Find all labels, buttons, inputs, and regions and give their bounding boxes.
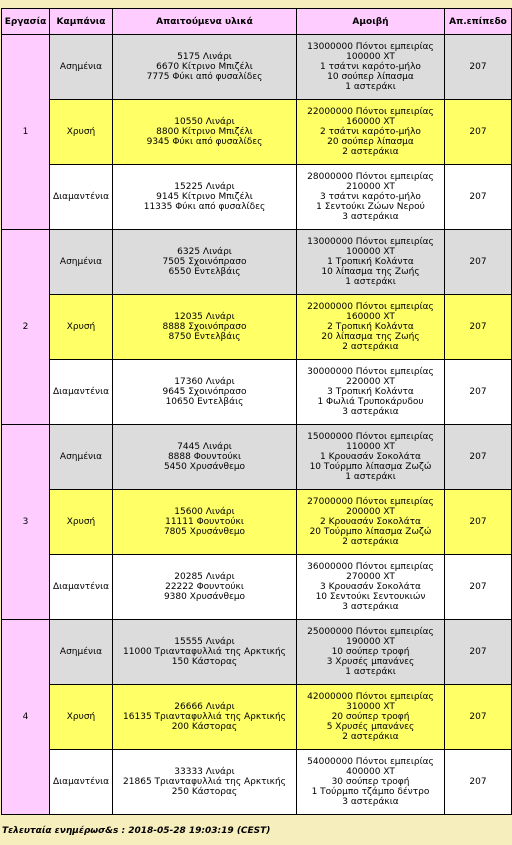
reward-line: 210000 XT: [346, 182, 395, 192]
campaign-cell: Ασημένια: [50, 425, 113, 490]
level-cell: 207: [445, 555, 512, 620]
reward-line: 220000 XT: [346, 377, 395, 387]
reward-line: 100000 XT: [346, 52, 395, 62]
header-materials: Απαιτούμενα υλικά: [113, 9, 297, 35]
material-line: 15555 Λινάρι: [174, 637, 235, 647]
table-row: [2, 555, 512, 620]
material-line: 16135 Τριανταφυλλιά της Αρκτικής: [123, 712, 286, 722]
reward-line: 1 αστεράκι: [345, 667, 396, 677]
material-line: 15225 Λινάρι: [174, 182, 235, 192]
header-campaign: Καμπάνια: [50, 9, 113, 35]
reward-line: 1 Τούρμπο τζάμπο δέντρο: [311, 787, 430, 797]
reward-line: 3 αστεράκια: [342, 797, 399, 807]
reward-line: 2 Τροπική Κολάντα: [327, 322, 414, 332]
reward-line: 54000000 Πόντοι εμπειρίας: [307, 757, 434, 767]
reward-line: 2 αστεράκια: [342, 537, 399, 547]
reward-line: 10 σούπερ λίπασμα: [327, 72, 414, 82]
reward-line: 13000000 Πόντοι εμπειρίας: [307, 42, 434, 52]
header-reward: Αμοιβή: [297, 9, 445, 35]
material-line: 11000 Τριανταφυλλιά της Αρκτικής: [123, 647, 286, 657]
table-body: [2, 35, 512, 815]
level-cell: 207: [445, 685, 512, 750]
header-level: Απ.επίπεδο: [445, 9, 512, 35]
materials-cell: [113, 230, 297, 295]
material-line: 7505 Σχοινόπρασο: [162, 257, 247, 267]
materials-cell: [113, 425, 297, 490]
header-task: Εργασία: [2, 9, 50, 35]
material-line: 33333 Λινάρι: [174, 767, 235, 777]
material-line: 9345 Φύκι από φυσαλίδες: [146, 137, 263, 147]
material-line: 9380 Χρυσάνθεμο: [163, 592, 246, 602]
materials-cell: [113, 555, 297, 620]
reward-line: 1 αστεράκι: [345, 472, 396, 482]
reward-line: 1 τσάτνι καρότο-μήλο: [320, 62, 421, 72]
reward-line: 100000 XT: [346, 247, 395, 257]
task-number: 1: [2, 35, 50, 230]
reward-line: 3 αστεράκια: [342, 602, 399, 612]
task-number: 2: [2, 230, 50, 425]
material-line: 20285 Λινάρι: [174, 572, 235, 582]
level-cell: 207: [445, 295, 512, 360]
reward-line: 110000 XT: [346, 442, 395, 452]
reward-cell: [297, 295, 445, 360]
table-row: [2, 100, 512, 165]
tasks-table: [1, 8, 512, 815]
material-line: 5450 Χρυσάνθεμο: [163, 462, 246, 472]
material-line: 9645 Σχοινόπρασο: [162, 387, 247, 397]
material-line: 7805 Χρυσάνθεμο: [163, 527, 246, 537]
reward-cell: [297, 230, 445, 295]
materials-cell: [113, 35, 297, 100]
reward-line: 1 Σεντούκι Ζώων Νερού: [316, 202, 425, 212]
reward-cell: [297, 425, 445, 490]
reward-line: 42000000 Πόντοι εμπειρίας: [307, 692, 434, 702]
reward-line: 22000000 Πόντοι εμπειρίας: [307, 107, 434, 117]
reward-line: 1 Κρουασάν Σοκολάτα: [320, 452, 421, 462]
material-line: 5175 Λινάρι: [177, 52, 232, 62]
campaign-cell: Διαμαντένια: [50, 555, 113, 620]
reward-line: 2 Κρουασάν Σοκολάτα: [320, 517, 421, 527]
reward-line: 1 αστεράκι: [345, 82, 396, 92]
reward-cell: [297, 620, 445, 685]
table-row: [2, 35, 512, 100]
reward-line: 36000000 Πόντοι εμπειρίας: [307, 562, 434, 572]
material-line: 10650 Εντελβάις: [165, 397, 244, 407]
level-cell: 207: [445, 165, 512, 230]
materials-cell: [113, 165, 297, 230]
campaign-cell: Διαμαντένια: [50, 750, 113, 815]
reward-line: 190000 XT: [346, 637, 395, 647]
materials-cell: [113, 100, 297, 165]
reward-line: 2 αστεράκια: [342, 732, 399, 742]
reward-cell: [297, 750, 445, 815]
campaign-cell: Διαμαντένια: [50, 165, 113, 230]
reward-line: 30 σούπερ τροφή: [331, 777, 410, 787]
reward-line: 3 αστεράκια: [342, 407, 399, 417]
table-row: [2, 295, 512, 360]
campaign-cell: Χρυσή: [50, 295, 113, 360]
reward-line: 25000000 Πόντοι εμπειρίας: [307, 627, 434, 637]
materials-cell: [113, 490, 297, 555]
reward-line: 1 Φωλιά Τρυποκάρυδου: [317, 397, 424, 407]
material-line: 8888 Σχοινόπρασο: [162, 322, 247, 332]
reward-line: 20 σούπερ λίπασμα: [327, 137, 414, 147]
reward-line: 400000 XT: [346, 767, 395, 777]
material-line: 22222 Φουντούκι: [165, 582, 244, 592]
campaign-cell: Ασημένια: [50, 35, 113, 100]
table-row: [2, 230, 512, 295]
material-line: 12035 Λινάρι: [174, 312, 235, 322]
material-line: 250 Κάστορας: [171, 787, 238, 797]
last-update-text: Τελευταία ενημέρωσ&s : 2018-05-28 19:03:19 (CEST): [2, 826, 271, 836]
campaign-cell: Ασημένια: [50, 230, 113, 295]
reward-line: 3 αστεράκια: [342, 212, 399, 222]
task-number: 4: [2, 620, 50, 815]
level-cell: 207: [445, 360, 512, 425]
reward-line: 2 αστεράκια: [342, 342, 399, 352]
reward-line: 270000 XT: [346, 572, 395, 582]
reward-line: 3 Κρουασάν Σοκολάτα: [320, 582, 421, 592]
table-row: [2, 750, 512, 815]
table-row: [2, 425, 512, 490]
reward-cell: [297, 165, 445, 230]
reward-cell: [297, 685, 445, 750]
reward-cell: [297, 555, 445, 620]
reward-line: 10 λίπασμα της Ζωής: [321, 267, 420, 277]
materials-cell: [113, 750, 297, 815]
material-line: 8888 Φουντούκι: [167, 452, 242, 462]
reward-line: 10 Σεντούκι Σεντουκιών: [315, 592, 426, 602]
reward-line: 310000 XT: [346, 702, 395, 712]
reward-line: 1 αστεράκι: [345, 277, 396, 287]
campaign-cell: Χρυσή: [50, 490, 113, 555]
material-line: 200 Κάστορας: [171, 722, 238, 732]
material-line: 6325 Λινάρι: [177, 247, 232, 257]
reward-line: 2 τσάτνι καρότο-μήλο: [320, 127, 421, 137]
table-row: [2, 685, 512, 750]
material-line: 150 Κάστορας: [171, 657, 238, 667]
reward-line: 2 αστεράκια: [342, 147, 399, 157]
level-cell: 207: [445, 750, 512, 815]
materials-cell: [113, 360, 297, 425]
reward-line: 20 Τούρμπο λίπασμα Ζωζώ: [309, 527, 432, 537]
reward-line: 3 τσάτνι καρότο-μήλο: [320, 192, 421, 202]
level-cell: 207: [445, 620, 512, 685]
reward-line: 10 Τούρμπο λίπασμα Ζωζώ: [309, 462, 432, 472]
level-cell: 207: [445, 100, 512, 165]
reward-line: 3 Τροπική Κολάντα: [327, 387, 414, 397]
materials-cell: [113, 685, 297, 750]
reward-line: 1 Τροπική Κολάντα: [327, 257, 414, 267]
reward-line: 3 Χρυσές μπανάνες: [326, 657, 415, 667]
campaign-cell: Διαμαντένια: [50, 360, 113, 425]
material-line: 8750 Εντελβάις: [168, 332, 241, 342]
materials-cell: [113, 295, 297, 360]
table-row: [2, 490, 512, 555]
reward-cell: [297, 100, 445, 165]
material-line: 10550 Λινάρι: [174, 117, 235, 127]
reward-cell: [297, 35, 445, 100]
level-cell: 207: [445, 490, 512, 555]
reward-line: 15000000 Πόντοι εμπειρίας: [307, 432, 434, 442]
reward-cell: [297, 360, 445, 425]
material-line: 15600 Λινάρι: [174, 507, 235, 517]
material-line: 8800 Κίτρινο Μπιζέλι: [156, 127, 253, 137]
material-line: 17360 Λινάρι: [174, 377, 235, 387]
reward-line: 13000000 Πόντοι εμπειρίας: [307, 237, 434, 247]
materials-cell: [113, 620, 297, 685]
table-row: [2, 165, 512, 230]
reward-line: 10 σούπερ τροφή: [331, 647, 410, 657]
reward-line: 30000000 Πόντοι εμπειρίας: [307, 367, 434, 377]
reward-line: 200000 XT: [346, 507, 395, 517]
level-cell: 207: [445, 425, 512, 490]
task-number: 3: [2, 425, 50, 620]
material-line: 26666 Λινάρι: [174, 702, 235, 712]
reward-line: 160000 XT: [346, 312, 395, 322]
material-line: 6670 Κίτρινο Μπιζέλι: [156, 62, 253, 72]
header-row: [2, 9, 512, 35]
material-line: 11111 Φουντούκι: [165, 517, 244, 527]
reward-line: 28000000 Πόντοι εμπειρίας: [307, 172, 434, 182]
reward-line: 20 λίπασμα της Ζωής: [321, 332, 420, 342]
material-line: 6550 Εντελβάις: [168, 267, 241, 277]
table-row: [2, 620, 512, 685]
material-line: 9145 Κίτρινο Μπιζέλι: [156, 192, 253, 202]
table-row: [2, 360, 512, 425]
reward-cell: [297, 490, 445, 555]
reward-line: 22000000 Πόντοι εμπειρίας: [307, 302, 434, 312]
material-line: 7445 Λινάρι: [177, 442, 232, 452]
material-line: 21865 Τριανταφυλλιά της Αρκτικής: [123, 777, 286, 787]
campaign-cell: Ασημένια: [50, 620, 113, 685]
reward-line: 27000000 Πόντοι εμπειρίας: [307, 497, 434, 507]
reward-line: 160000 XT: [346, 117, 395, 127]
level-cell: 207: [445, 230, 512, 295]
campaign-cell: Χρυσή: [50, 685, 113, 750]
material-line: 7775 Φύκι από φυσαλίδες: [146, 72, 263, 82]
level-cell: 207: [445, 35, 512, 100]
campaign-cell: Χρυσή: [50, 100, 113, 165]
reward-line: 20 σούπερ τροφή: [331, 712, 410, 722]
material-line: 11335 Φύκι από φυσαλίδες: [143, 202, 266, 212]
reward-line: 5 Χρυσές μπανάνες: [326, 722, 415, 732]
